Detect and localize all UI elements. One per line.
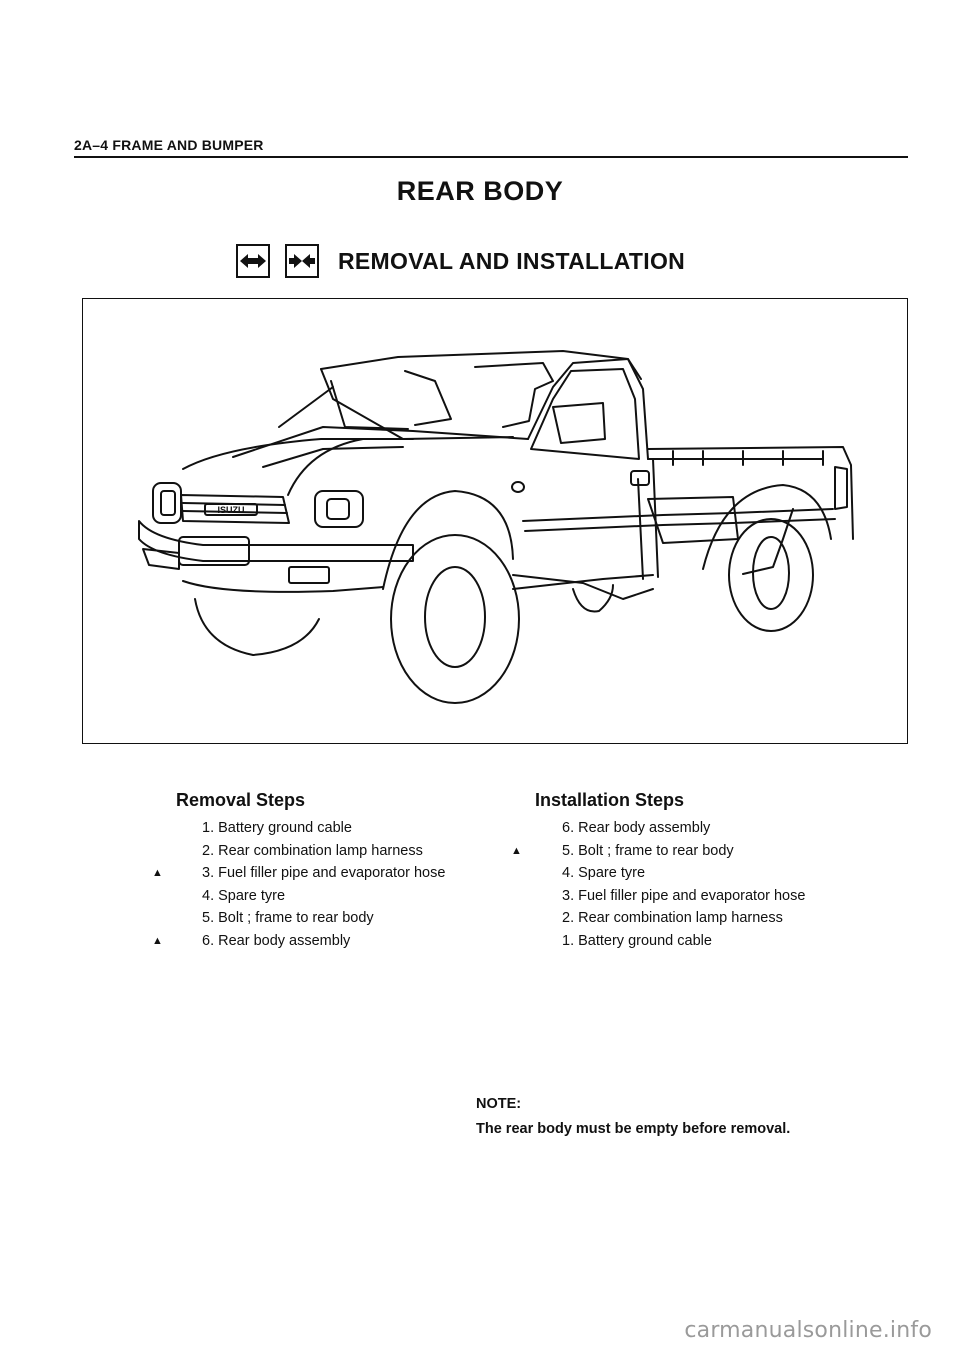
subtitle-row	[236, 243, 685, 279]
page-header	[74, 136, 908, 158]
installation-steps	[511, 790, 806, 953]
list-item: 4. Spare tyre	[562, 865, 646, 882]
caution-triangle-icon: ▲	[152, 867, 163, 880]
watermark: carmanualsonline.info	[684, 1318, 932, 1343]
removal-heading: Removal Steps	[176, 790, 306, 810]
list-item: ▲ 6. Rear body assembly	[176, 930, 445, 953]
caution-triangle-icon: ▲	[511, 844, 522, 857]
list-item: 3. Fuel filler pipe and evaporator hose	[562, 887, 806, 904]
remove-arrows-icon	[236, 244, 270, 278]
page-title: REAR BODY	[396, 176, 564, 206]
installation-heading: Installation Steps	[535, 790, 685, 810]
section-subtitle: REMOVAL AND INSTALLATION	[338, 247, 686, 274]
list-item: 4. Spare tyre	[202, 887, 286, 904]
note-block	[476, 1092, 790, 1142]
removal-steps	[152, 790, 446, 953]
list-item: ▲ 5. Bolt ; frame to rear body	[535, 840, 805, 863]
list-item: 1. Battery ground cable	[202, 820, 352, 836]
caution-triangle-icon: ▲	[152, 934, 163, 947]
note-label: NOTE:	[476, 1096, 522, 1112]
list-item: ▲ 3. Fuel filler pipe and evaporator hose	[176, 862, 445, 885]
list-item: 2. Rear combination lamp harness	[202, 842, 423, 859]
list-item: 2. Rear combination lamp harness	[562, 910, 783, 927]
list-item: 6. Rear body assembly	[562, 820, 711, 836]
section-title: 2A–4 FRAME AND BUMPER	[74, 137, 264, 153]
pickup-truck-illustration	[82, 298, 908, 744]
list-item: 1. Battery ground cable	[562, 932, 712, 949]
note-text: The rear body must be empty before removal.	[476, 1121, 791, 1137]
install-arrows-icon	[285, 244, 319, 278]
grille-badge: ISUZU	[217, 505, 245, 515]
list-item: 5. Bolt ; frame to rear body	[202, 910, 374, 927]
